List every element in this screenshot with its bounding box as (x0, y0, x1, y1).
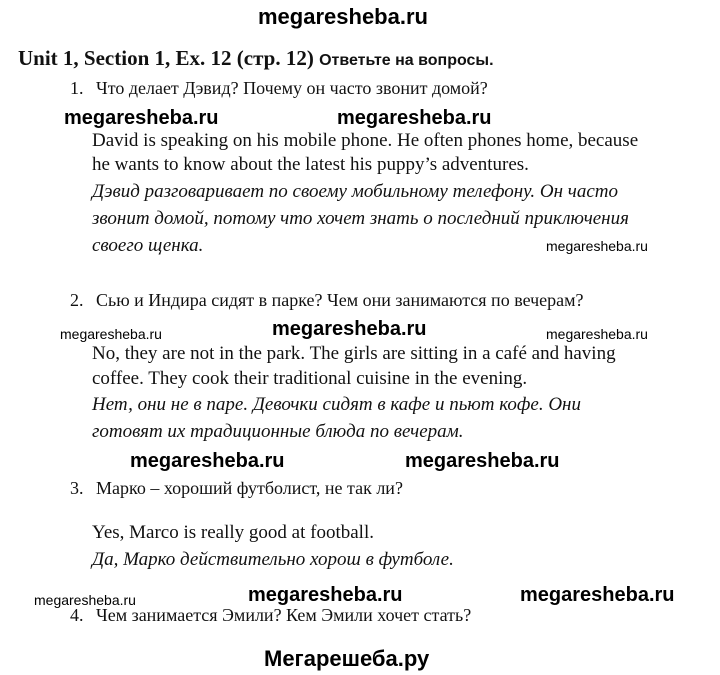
question-3-text: Марко – хороший футболист, не так ли? (96, 478, 403, 498)
watermark-bottom: Мегарешеба.ру (264, 646, 430, 671)
translation-1-line-1: Дэвид разговаривает по своему мобильному телефону. Он часто (92, 181, 619, 202)
watermark: megaresheba.ru (130, 450, 285, 472)
question-2-number: 2. (70, 290, 84, 310)
translation-1-line-2: звонит домой, потому что хочет знать о последний приключения (92, 208, 629, 229)
watermark: megaresheba.ru (405, 450, 560, 472)
watermark: megaresheba.ru (337, 107, 492, 129)
translation-3-line-1: Да, Марко действительно хорош в футболе. (92, 549, 454, 570)
watermark: megaresheba.ru (546, 326, 648, 342)
question-3-number: 3. (70, 478, 84, 498)
answer-1-line-2: he wants to know about the latest his puppy’s adventures. (92, 154, 529, 175)
watermark: megaresheba.ru (546, 238, 648, 254)
watermark: megaresheba.ru (520, 584, 675, 606)
translation-2-line-1: Нет, они не в паре. Девочки сидят в кафе и пьют кофе. Они (92, 394, 581, 415)
answer-2-line-1: No, they are not in the park. The girls are sitting in a café and having (92, 343, 616, 364)
translation-2-line-2: готовят их традиционные блюда по вечерам. (92, 421, 464, 442)
watermark-top: megaresheba.ru (258, 4, 428, 29)
question-1-number: 1. (70, 78, 84, 98)
watermark: megaresheba.ru (272, 318, 427, 340)
question-2-text: Сью и Индира сидят в парке? Чем они занимаются по вечерам? (96, 290, 584, 310)
watermark: megaresheba.ru (34, 592, 136, 608)
exercise-instruction: Ответьте на вопросы. (319, 52, 494, 69)
question-4-number: 4. (70, 605, 84, 625)
watermark: megaresheba.ru (248, 584, 403, 606)
question-4-text: Чем занимается Эмили? Кем Эмили хочет стать? (96, 605, 472, 625)
translation-1-line-3: своего щенка. (92, 235, 204, 256)
exercise-heading (18, 46, 494, 71)
answer-3-line-1: Yes, Marco is really good at football. (92, 522, 374, 543)
answer-1-line-1: David is speaking on his mobile phone. He often phones home, because (92, 130, 639, 151)
exercise-reference: Unit 1, Section 1, Ex. 12 (стр. 12) (18, 46, 314, 70)
watermark: megaresheba.ru (64, 107, 219, 129)
answer-2-line-2: coffee. They cook their traditional cuisine in the evening. (92, 368, 528, 389)
watermark: megaresheba.ru (60, 326, 162, 342)
question-1-text: Что делает Дэвид? Почему он часто звонит домой? (96, 78, 488, 98)
